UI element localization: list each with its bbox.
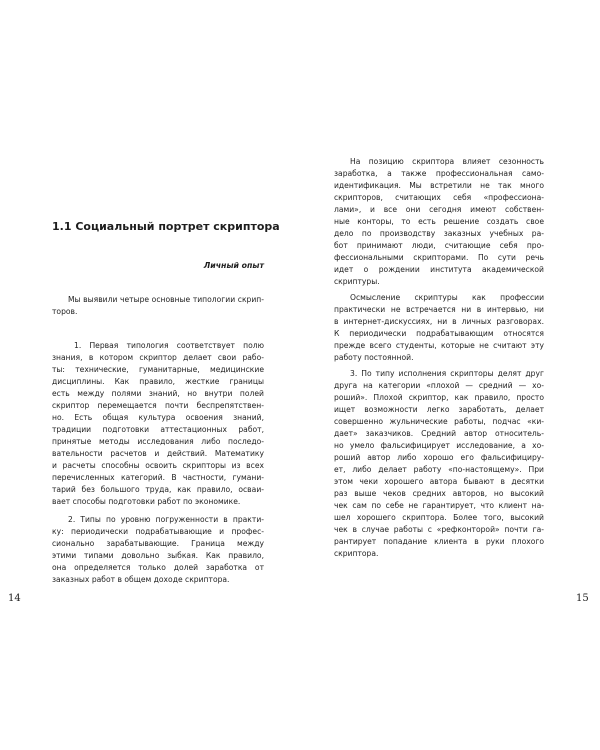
page-number-right: 15 [576, 593, 589, 604]
text-line: раз выше чеков средних авторов, но высокий [334, 489, 544, 498]
text-line: фессиональными скрипторами. По сути речь [334, 253, 544, 262]
paragraph [52, 340, 264, 508]
text-line: в интернет-дискуссиях, ни в личных разговорах. [334, 317, 544, 326]
text-line: этом чеки хорошего автора бывают в десятки [334, 477, 544, 486]
text-line: 3. По типу исполнения скрипторы делят друг [350, 369, 544, 378]
text-line: скриптуры. [334, 277, 380, 286]
text-line: но. Есть общая культура освоения знаний, [52, 413, 264, 422]
text-line: вает способы подготовки работ по экономике. [52, 497, 241, 506]
text-line: знания, в котором скриптор делает свои рабо- [52, 353, 264, 362]
text-line: ты: технические, гуманитарные, медицинские [52, 365, 264, 374]
text-line: дело по производству заказных учебных ра- [334, 229, 544, 238]
paragraph [334, 156, 544, 288]
text-line: 1. Первая типология соответствует полю [74, 341, 264, 350]
text-line: этими типами довольно зыбкая. Как правило, [52, 551, 264, 560]
text-line: работу постоянной. [334, 353, 414, 362]
text-line: идентификация. Мы встретили не так много [334, 181, 544, 190]
text-line: ищет возможности легко заработать, делает [334, 405, 544, 414]
text-line: скрипторов, считающих себя «профессиона- [334, 193, 544, 202]
text-line: роший». Плохой скриптор, как правило, просто [334, 393, 544, 402]
text-line: заработка, а также профессиональная само- [334, 169, 544, 178]
text-line: К периодически подрабатывающим относятся [334, 329, 544, 338]
text-line: На позицию скриптора влияет сезонность [350, 157, 544, 166]
paragraph [52, 294, 264, 318]
text-line: принятые методы исследования либо последо- [52, 437, 264, 446]
text-line: практически не встречается ни в интервью, ни [334, 305, 544, 314]
text-line: перечисленных категорий. В частности, гумани- [52, 473, 264, 482]
text-line: бот принимают люди, считающие себя про- [334, 241, 544, 250]
text-line: рантирует попадание клиента в руки плохого [334, 537, 544, 546]
text-line: роший автор либо хорошо его фальсифициру- [334, 453, 544, 462]
text-line: скриптора. [334, 549, 379, 558]
paragraph [334, 292, 544, 364]
text-line: но умело фальсифицирует исследование, а хо- [334, 441, 544, 450]
text-line: 2. Типы по уровню погруженности в практи- [68, 515, 264, 524]
text-line: дает» заказчиков. Средний автор относитель- [334, 429, 544, 438]
text-line: ные конторы, то есть решение создать свое [334, 217, 544, 226]
section-subheading: Личный опыт [203, 261, 264, 270]
text-line: ет, либо делает работу «по-настоящему». При [334, 465, 544, 474]
text-line: есть между полями знаний, но внутри полей [52, 389, 264, 398]
text-line: идет о рождении института академической [334, 265, 544, 274]
text-line: Осмысление скриптуры как профессии [350, 293, 544, 302]
paragraph [52, 514, 264, 586]
text-line: чек в случае работы с «рефконторой» почти га- [334, 525, 544, 534]
text-line: тарий без большого труда, как правило, осваи- [52, 485, 264, 494]
right-page [300, 0, 600, 750]
text-line: традиции подготовки аттестационных работ, [52, 425, 264, 434]
text-line: совершенно жульнические работы, подчас «ки- [334, 417, 544, 426]
text-line: прежде всего студенты, которые не считают эту [334, 341, 544, 350]
section-heading: 1.1 Социальный портрет скриптора [52, 220, 280, 233]
text-line: шел хорошего скриптора. Более того, высокий [334, 513, 544, 522]
text-line: она определяется только долей заработка от [52, 563, 264, 572]
text-line: ку: периодически подрабатывающие и профес- [52, 527, 264, 536]
text-line: вательности расчетов и действий. Математику [52, 449, 264, 458]
text-line: и расчеты способны освоить скрипторы из всех [52, 461, 264, 470]
text-line: Мы выявили четыре основные типологии скрип- [68, 295, 264, 304]
text-line: лами», и все они сегодня имеют собствен- [334, 205, 544, 214]
right-body-text [334, 156, 544, 560]
page-number-left: 14 [8, 593, 21, 604]
text-line: торов. [52, 307, 78, 316]
text-line: заказных работ в общем доходе скриптора. [52, 575, 230, 584]
text-line: сионально зарабатывающие. Граница между [52, 539, 264, 548]
paragraph [334, 368, 544, 560]
text-line: скриптор перемещается почти беспрепятствен- [52, 401, 264, 410]
left-body-text [52, 294, 264, 586]
text-line: друга на категории «плохой — средний — хо- [334, 381, 544, 390]
text-line: дисциплины. Как правило, жесткие границы [52, 377, 264, 386]
text-line: чек сам по себе не гарантирует, что клиент на- [334, 501, 544, 510]
